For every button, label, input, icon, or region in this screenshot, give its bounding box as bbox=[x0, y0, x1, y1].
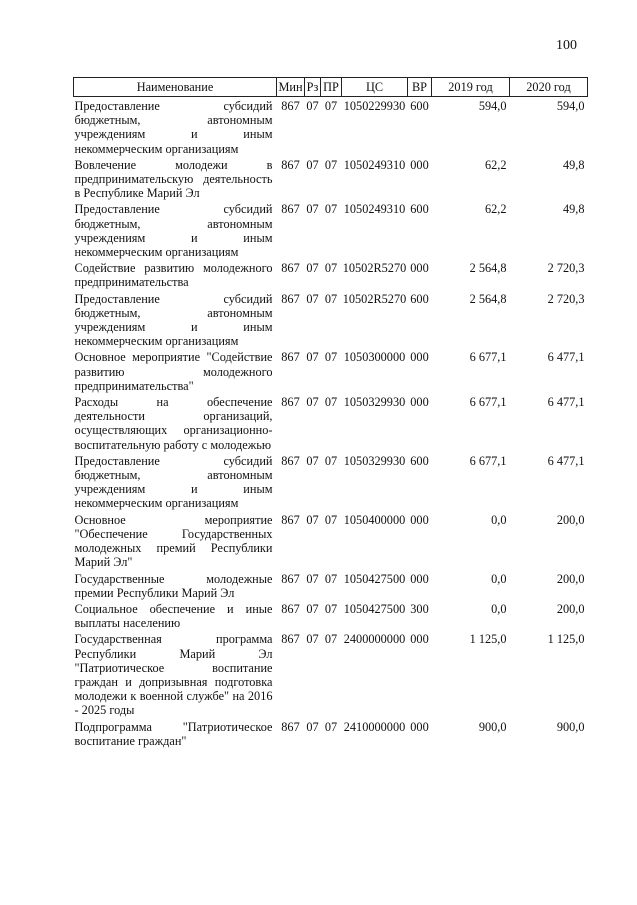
row-2019: 2 564,8 bbox=[469, 291, 507, 306]
row-cs: 1050427500 bbox=[343, 601, 406, 616]
row-name: Социальное обеспечение и иные выплаты населению bbox=[74, 601, 273, 631]
row-rz: 07 bbox=[306, 202, 319, 217]
row-name: Основное мероприятие "Обеспечение Государственных молодежных премий Республики Марий Эл" bbox=[74, 512, 273, 570]
table-row bbox=[74, 292, 588, 351]
row-vr: 000 bbox=[410, 350, 429, 365]
row-2019: 62,2 bbox=[484, 157, 507, 172]
row-pr: 07 bbox=[324, 601, 338, 616]
row-min: 867 bbox=[281, 395, 300, 410]
row-cs: 1050229930 bbox=[343, 99, 406, 113]
row-vr: 000 bbox=[410, 719, 429, 734]
row-rz: 07 bbox=[306, 601, 319, 616]
row-vr: 600 bbox=[410, 453, 429, 468]
row-2020: 200,0 bbox=[556, 601, 585, 616]
row-2020: 2 720,3 bbox=[547, 291, 585, 306]
row-2019: 900,0 bbox=[478, 719, 507, 734]
row-vr: 600 bbox=[410, 291, 429, 306]
row-rz: 07 bbox=[306, 512, 319, 527]
table-row bbox=[74, 97, 588, 158]
row-2020: 6 477,1 bbox=[547, 350, 585, 365]
row-cs: 10502R5270 bbox=[342, 261, 407, 276]
header-pr: ПР bbox=[321, 78, 342, 97]
row-vr: 000 bbox=[410, 395, 429, 410]
row-name: Предоставление субсидий бюджетным, автономным учреждениям и иным некоммерческим организациям bbox=[74, 202, 273, 260]
row-min: 867 bbox=[281, 157, 300, 172]
row-pr: 07 bbox=[324, 453, 338, 468]
row-2019: 62,2 bbox=[484, 202, 507, 217]
row-min: 867 bbox=[281, 453, 300, 468]
row-name: Предоставление субсидий бюджетным, автономным учреждениям и иным некоммерческим организациям bbox=[74, 453, 273, 511]
table-row bbox=[74, 720, 588, 750]
row-vr: 000 bbox=[410, 512, 429, 527]
row-name: Содействие развитию молодежного предпринимательства bbox=[74, 261, 273, 290]
row-vr: 600 bbox=[410, 202, 429, 217]
header-min: Мин bbox=[277, 78, 305, 97]
row-name: Государственная программа Республики Марий Эл "Патриотическое воспитание граждан и допризывная подготовка молодежи к военной службе" на 2016 - 2025 годы bbox=[74, 632, 273, 718]
row-rz: 07 bbox=[306, 261, 319, 276]
row-pr: 07 bbox=[324, 571, 338, 586]
row-pr: 07 bbox=[324, 202, 338, 217]
table-row bbox=[74, 572, 588, 602]
table-row bbox=[74, 513, 588, 572]
table-row bbox=[74, 602, 588, 632]
row-cs: 1050427500 bbox=[343, 571, 406, 586]
row-rz: 07 bbox=[306, 99, 319, 113]
row-name: Предоставление субсидий бюджетным, автономным учреждениям и иным некоммерческим организациям bbox=[74, 291, 273, 349]
row-2020: 900,0 bbox=[556, 719, 585, 734]
row-cs: 1050329930 bbox=[343, 395, 406, 410]
row-min: 867 bbox=[281, 99, 300, 113]
row-cs: 2400000000 bbox=[343, 632, 406, 647]
row-pr: 07 bbox=[324, 157, 338, 172]
row-2019: 6 677,1 bbox=[469, 395, 507, 410]
row-2020: 200,0 bbox=[556, 512, 585, 527]
row-2019: 0,0 bbox=[491, 512, 507, 527]
row-2019: 1 125,0 bbox=[469, 632, 507, 647]
row-cs: 10502R5270 bbox=[342, 291, 407, 306]
row-vr: 300 bbox=[410, 601, 429, 616]
row-pr: 07 bbox=[324, 395, 338, 410]
row-vr: 000 bbox=[410, 157, 429, 172]
row-name: Вовлечение молодежи в предпринимательскую деятельность в Республике Марий Эл bbox=[74, 157, 273, 201]
row-name: Основное мероприятие "Содействие развитию молодежного предпринимательства" bbox=[74, 350, 273, 393]
row-vr: 600 bbox=[410, 99, 429, 113]
row-pr: 07 bbox=[324, 719, 338, 734]
row-rz: 07 bbox=[306, 571, 319, 586]
row-name: Государственные молодежные премии Республики Марий Эл bbox=[74, 571, 273, 600]
row-2019: 6 677,1 bbox=[469, 453, 507, 468]
row-cs: 1050249310 bbox=[343, 202, 406, 217]
row-min: 867 bbox=[281, 571, 300, 586]
row-rz: 07 bbox=[306, 453, 319, 468]
row-pr: 07 bbox=[324, 99, 338, 113]
row-name: Расходы на обеспечение деятельности организаций, осуществляющих организационно-воспитательную работу с молодежью bbox=[74, 395, 273, 452]
row-2020: 6 477,1 bbox=[547, 395, 585, 410]
table-row bbox=[74, 454, 588, 513]
header-rz: Рз bbox=[305, 78, 321, 97]
row-vr: 000 bbox=[410, 632, 429, 647]
row-vr: 000 bbox=[410, 571, 429, 586]
row-cs: 1050249310 bbox=[343, 157, 406, 172]
table-row bbox=[74, 202, 588, 261]
row-rz: 07 bbox=[306, 395, 319, 410]
row-2020: 49,8 bbox=[562, 157, 585, 172]
row-2019: 6 677,1 bbox=[469, 350, 507, 365]
row-min: 867 bbox=[281, 291, 300, 306]
row-name: Предоставление субсидий бюджетным, автономным учреждениям и иным некоммерческим организациям bbox=[74, 99, 273, 156]
row-rz: 07 bbox=[306, 350, 319, 365]
row-vr: 000 bbox=[410, 261, 429, 276]
table-row bbox=[74, 350, 588, 395]
table-row bbox=[74, 632, 588, 719]
row-2020: 2 720,3 bbox=[547, 261, 585, 276]
row-2019: 594,0 bbox=[478, 99, 507, 113]
row-min: 867 bbox=[281, 202, 300, 217]
row-min: 867 bbox=[281, 261, 300, 276]
table-row bbox=[74, 261, 588, 291]
row-pr: 07 bbox=[324, 350, 338, 365]
row-pr: 07 bbox=[324, 261, 338, 276]
row-min: 867 bbox=[281, 632, 300, 647]
row-2020: 1 125,0 bbox=[547, 632, 585, 647]
row-min: 867 bbox=[281, 350, 300, 365]
row-2019: 0,0 bbox=[491, 571, 507, 586]
header-vr: ВР bbox=[408, 78, 432, 97]
table-body bbox=[74, 97, 588, 750]
header-name: Наименование bbox=[74, 78, 277, 97]
row-pr: 07 bbox=[324, 512, 338, 527]
header-cs: ЦС bbox=[342, 78, 408, 97]
budget-table bbox=[73, 77, 588, 750]
page-number: 100 bbox=[556, 38, 577, 53]
table-row bbox=[74, 158, 588, 203]
row-name: Подпрограмма "Патриотическое воспитание граждан" bbox=[74, 719, 273, 748]
row-rz: 07 bbox=[306, 291, 319, 306]
row-min: 867 bbox=[281, 719, 300, 734]
row-rz: 07 bbox=[306, 719, 319, 734]
row-cs: 2410000000 bbox=[343, 719, 406, 734]
row-min: 867 bbox=[281, 512, 300, 527]
row-pr: 07 bbox=[324, 291, 338, 306]
table-header-row bbox=[74, 78, 588, 97]
row-2020: 594,0 bbox=[556, 99, 585, 113]
row-cs: 1050300000 bbox=[343, 350, 406, 365]
row-pr: 07 bbox=[324, 632, 338, 647]
row-2020: 200,0 bbox=[556, 571, 585, 586]
row-cs: 1050329930 bbox=[343, 453, 406, 468]
row-2019: 2 564,8 bbox=[469, 261, 507, 276]
row-cs: 1050400000 bbox=[343, 512, 406, 527]
row-min: 867 bbox=[281, 601, 300, 616]
row-2019: 0,0 bbox=[491, 601, 507, 616]
row-rz: 07 bbox=[306, 157, 319, 172]
row-2020: 49,8 bbox=[562, 202, 585, 217]
header-2019: 2019 год bbox=[432, 78, 510, 97]
header-2020: 2020 год bbox=[510, 78, 588, 97]
table-row bbox=[74, 395, 588, 454]
row-2020: 6 477,1 bbox=[547, 453, 585, 468]
row-rz: 07 bbox=[306, 632, 319, 647]
